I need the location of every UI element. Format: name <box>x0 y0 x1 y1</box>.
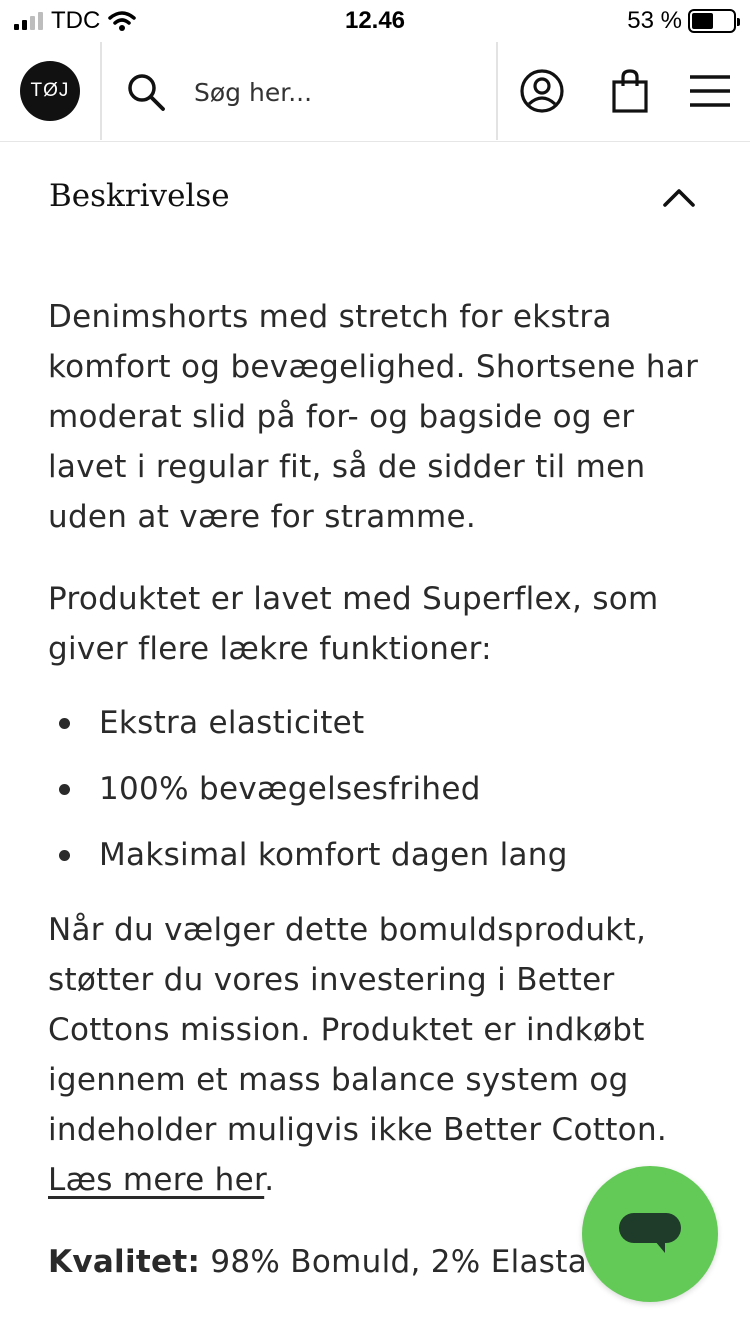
section-title: Beskrivelse <box>49 178 230 214</box>
status-bar-right <box>627 7 736 35</box>
bullet <box>59 784 70 795</box>
feature-list <box>48 690 718 888</box>
battery-icon <box>688 9 736 33</box>
status-time: 12.46 <box>344 7 406 34</box>
header-divider <box>100 42 102 140</box>
chevron-up-icon[interactable] <box>662 186 696 208</box>
period: . <box>264 1162 275 1198</box>
accordion-header-description[interactable] <box>48 172 708 222</box>
feature-text: Maksimal komfort dagen lang <box>99 837 568 873</box>
carrier-label: TDC <box>51 7 101 34</box>
description-paragraph: Produktet er lavet med Superflex, som giver flere lækre funktioner: <box>48 581 659 667</box>
better-cotton-text: Når du vælger dette bomuldsprodukt, støtter du vores investering i Better Cottons mission. Produktet er indkøbt igennem et mass balance system og indeholder muligvis ikke Better Cotton. <box>48 912 668 1148</box>
battery-percent: 53 % <box>627 7 682 34</box>
description-body <box>48 292 718 1287</box>
search-input[interactable] <box>194 70 484 114</box>
read-more-link[interactable]: Læs mere her <box>48 1162 265 1198</box>
header-divider <box>496 42 498 140</box>
description-paragraph: Denimshorts med stretch for ekstra komfort og bevægelighed. Shortsene har moderat slid på for- og bagside og er lavet i regular fit, så de sidder til men uden at være for stramme. <box>48 299 699 535</box>
feature-item <box>48 822 718 888</box>
shopping-bag-icon[interactable] <box>610 68 650 114</box>
quality-value: 98% Bomuld, 2% Elasta <box>210 1244 587 1280</box>
account-icon[interactable] <box>519 68 565 114</box>
bullet <box>59 718 70 729</box>
chat-bubble-icon <box>617 1209 683 1259</box>
feature-text: Ekstra elasticitet <box>99 705 365 741</box>
feature-item <box>48 756 718 822</box>
chat-button[interactable] <box>582 1166 718 1302</box>
bullet <box>59 850 70 861</box>
feature-text: 100% bevægelsesfrihed <box>99 771 481 807</box>
feature-item <box>48 690 718 756</box>
status-bar <box>0 0 750 42</box>
quality-label: Kvalitet: <box>48 1244 201 1280</box>
search-icon[interactable] <box>124 70 168 114</box>
description-paragraph <box>48 905 718 1205</box>
brand-logo[interactable]: TØJ <box>20 61 80 121</box>
menu-icon[interactable] <box>688 74 732 108</box>
site-header <box>0 42 750 142</box>
